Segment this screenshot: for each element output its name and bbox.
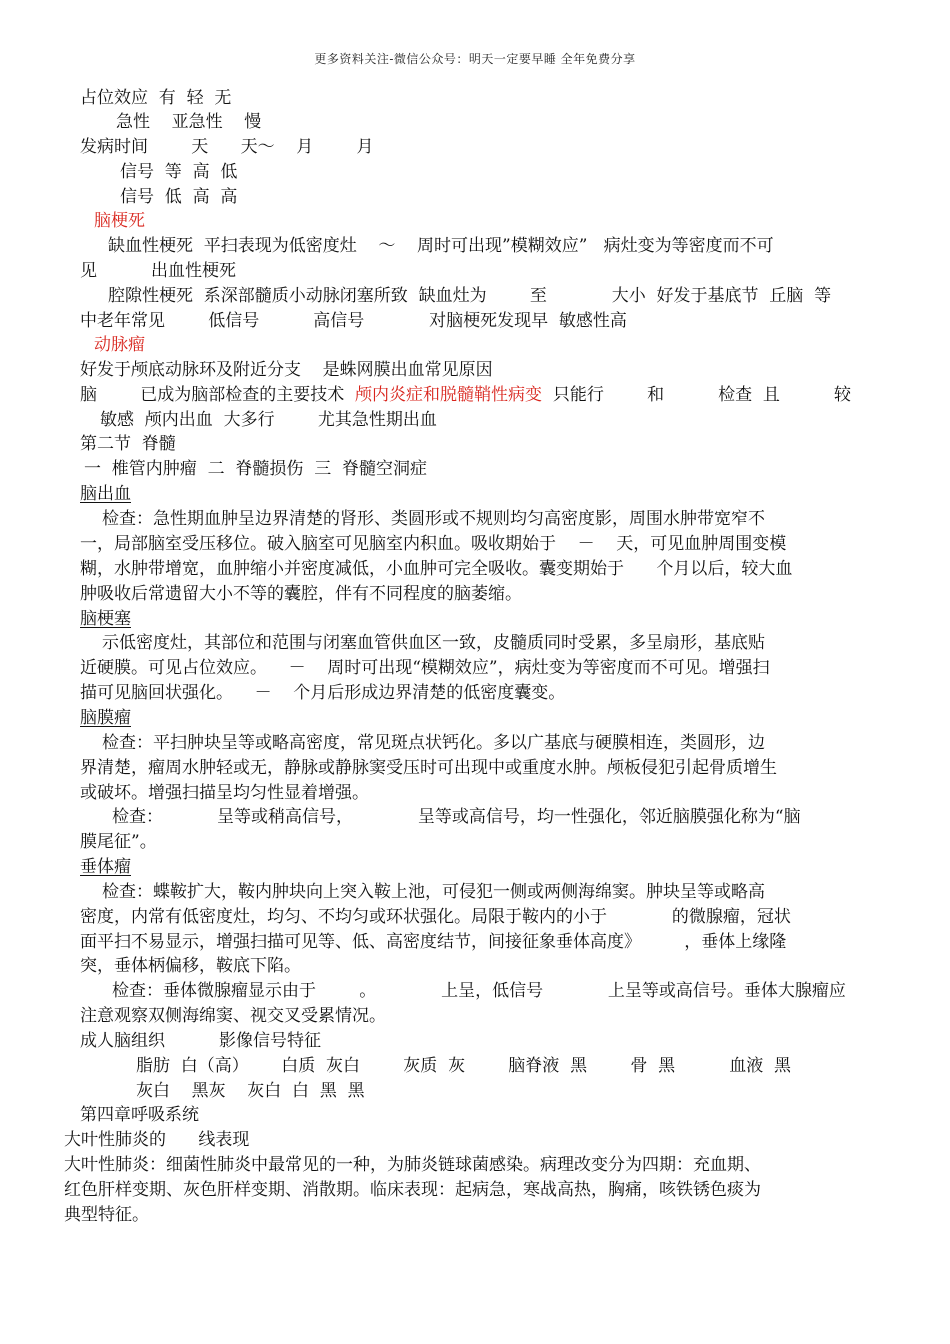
text-line: 见 出血性梗死: [80, 261, 237, 281]
text-line: 占位效应 有 轻 无: [80, 88, 232, 108]
text-line: 注意观察双侧海绵窦、视交叉受累情况。: [80, 1006, 386, 1026]
text-line: 好发于颅底动脉环及附近分支 是蛛网膜出血常见原因: [80, 360, 493, 380]
text-line: 检查：蝶鞍扩大，鞍内肿块向上突入鞍上池，可侵犯一侧或两侧海绵窦。肿块呈等或略高: [102, 882, 765, 902]
section-heading: 垂体瘤: [80, 857, 131, 877]
text-line: 急性 亚急性 慢: [116, 112, 262, 132]
text-line: 一 椎管内肿瘤 二 脊髓损伤 三 脊髓空洞症: [84, 459, 428, 479]
text-line: 界清楚，瘤周水肿轻或无，静脉或静脉窦受压时可出现中或重度水肿。颅板侵犯引起骨质增生: [80, 758, 777, 778]
text-line: 脑梗死: [94, 211, 145, 231]
text-line: 检查：急性期血肿呈边界清楚的肾形、类圆形或不规则均匀高密度影，周围水肿带宽窄不: [102, 509, 765, 529]
text-line: 近硬膜。可见占位效应。 － 周时可出现“模糊效应”，病灶变为等密度而不可见。增强扫: [80, 658, 770, 678]
text-line: 腔隙性梗死 系深部髓质小动脉闭塞所致 缺血灶为 至 大小 好发于基底节 丘脑 等: [108, 286, 832, 306]
text-line: 第四章呼吸系统: [80, 1105, 199, 1125]
text-line: 缺血性梗死 平扫表现为低密度灶 ～ 周时可出现”模糊效应” 病灶变为等密度而不可: [108, 236, 774, 256]
section-heading: 脑膜瘤: [80, 708, 131, 728]
text-line: 信号 低 高 高: [120, 187, 238, 207]
text-line: 或破坏。增强扫描呈均匀性显着增强。: [80, 783, 369, 803]
highlighted-text: 颅内炎症和脱髓鞘性病变: [355, 385, 543, 405]
text-line: 动脉瘤: [94, 335, 145, 355]
text-line: 糊，水肿带增宽，血肿缩小并密度减低，小血肿可完全吸收。囊变期始于 个月以后，较大血: [80, 559, 793, 579]
text-line: 肿吸收后常遗留大小不等的囊腔，伴有不同程度的脑萎缩。: [80, 584, 522, 604]
text-line: 面平扫不易显示，增强扫描可见等、低、高密度结节，间接征象垂体高度》 ，垂体上缘隆: [80, 932, 787, 952]
text-line: 灰白 黑灰 灰白 白 黑 黑: [136, 1081, 365, 1101]
text-line: 红色肝样变期、灰色肝样变期、消散期。临床表现：起病急，寒战高热，胸痛，咳铁锈色痰为: [64, 1180, 761, 1200]
text-line: 描可见脑回状强化。 － 个月后形成边界清楚的低密度囊变。: [80, 683, 566, 703]
text-line: 示低密度灶，其部位和范围与闭塞血管供血区一致，皮髓质同时受累，多呈扇形，基底贴: [102, 633, 765, 653]
text-segment: 只能行 和 检查 且 较: [542, 385, 851, 405]
text-line: 中老年常见 低信号 高信号 对脑梗死发现早 敏感性高: [80, 311, 627, 331]
text-line: 密度，内常有低密度灶，均匀、不均匀或环状强化。局限于鞍内的小于 的微腺瘤，冠状: [80, 907, 791, 927]
page-header: 更多资料关注-微信公众号：明天一定要早睡 全年免费分享: [314, 52, 636, 66]
text-line: 敏感 颅内出血 大多行 尤其急性期出血: [100, 410, 437, 430]
text-line: 大叶性肺炎：细菌性肺炎中最常见的一种，为肺炎链球菌感染。病理改变分为四期：充血期、: [64, 1155, 761, 1175]
text-line: 检查：平扫肿块呈等或略高密度，常见斑点状钙化。多以广基底与硬膜相连，类圆形，边: [102, 733, 765, 753]
text-line: 膜尾征”。: [80, 832, 157, 852]
text-line: 成人脑组织 影像信号特征: [80, 1031, 322, 1051]
text-line: 检查：垂体微腺瘤显示由于 。 上呈，低信号 上呈等或高信号。垂体大腺瘤应: [112, 981, 846, 1001]
text-line: 大叶性肺炎的 线表现: [64, 1130, 250, 1150]
section-heading: 脑梗塞: [80, 609, 131, 629]
text-line: 一，局部脑室受压移位。破入脑室可见脑室内积血。吸收期始于 － 天，可见血肿周围变模: [80, 534, 787, 554]
text-line: 检查： 呈等或稍高信号， 呈等或高信号，均一性强化，邻近脑膜强化称为“脑: [112, 807, 801, 827]
text-line: 典型特征。: [64, 1205, 149, 1225]
section-heading: 脑出血: [80, 484, 131, 504]
text-line: 信号 等 高 低: [120, 162, 238, 182]
text-line: [80, 383, 851, 407]
text-line: 发病时间 天 天～ 月 月: [80, 137, 374, 157]
text-line: 突，垂体柄偏移，鞍底下陷。: [80, 956, 301, 976]
text-segment: 脑 已成为脑部检查的主要技术: [80, 385, 356, 405]
text-line: 脂肪 白（高） 白质 灰白 灰质 灰 脑脊液 黑 骨 黑 血液 黑: [136, 1056, 791, 1076]
text-line: 第二节 脊髓: [80, 434, 176, 454]
